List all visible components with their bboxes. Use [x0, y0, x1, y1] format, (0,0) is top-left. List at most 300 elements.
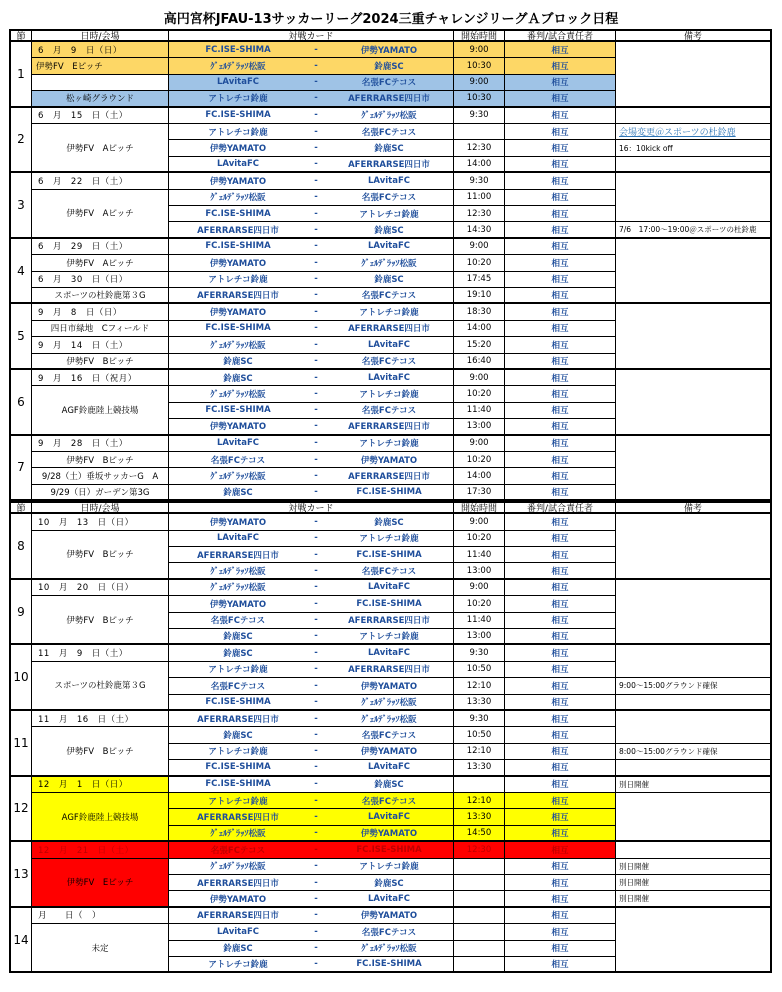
versus-dash: -: [307, 941, 325, 957]
versus-dash: -: [307, 75, 325, 91]
home-team: LAvitaFC: [169, 531, 307, 547]
kickoff-time: 12:30: [454, 206, 505, 222]
kickoff-time: 12:10: [454, 744, 505, 760]
header-card: 対戦カード: [169, 29, 454, 42]
away-team: 鈴鹿SC: [325, 514, 454, 530]
home-team: FC.ISE-SHIMA: [169, 321, 307, 337]
away-team: ｸﾞｪﾙﾃﾞﾗｯｿ松阪: [325, 255, 454, 271]
referee-cell: 相互: [505, 809, 616, 825]
home-team: 伊勢YAMATO: [169, 514, 307, 530]
note-cell: [616, 645, 772, 678]
referee-cell: 相互: [505, 645, 616, 661]
away-team: AFERRARSE四日市: [325, 157, 454, 173]
referee-cell: 相互: [505, 58, 616, 74]
date-cell: 6 月 29 日（土）: [32, 239, 169, 255]
venue-cell: 伊勢FV Eピッチ: [32, 859, 169, 908]
home-team: 鈴鹿SC: [169, 629, 307, 645]
kickoff-time: 13:00: [454, 419, 505, 435]
home-team: 伊勢YAMATO: [169, 255, 307, 271]
away-team: 鈴鹿SC: [325, 272, 454, 288]
away-team: LAvitaFC: [325, 370, 454, 386]
referee-cell: 相互: [505, 321, 616, 337]
away-team: FC.ISE-SHIMA: [325, 842, 454, 858]
note-cell: [616, 173, 772, 222]
home-team: ｸﾞｪﾙﾃﾞﾗｯｿ松阪: [169, 826, 307, 842]
home-team: アトレチコ鈴鹿: [169, 793, 307, 809]
header-sec: 節: [9, 501, 32, 514]
versus-dash: -: [307, 678, 325, 694]
header-note: 備考: [616, 501, 772, 514]
home-team: ｸﾞｪﾙﾃﾞﾗｯｿ松阪: [169, 337, 307, 353]
venue-cell: 伊勢FV Eピッチ: [32, 58, 169, 74]
kickoff-time: [454, 908, 505, 924]
note-cell: [616, 842, 772, 858]
home-team: LAvitaFC: [169, 924, 307, 940]
versus-dash: -: [307, 239, 325, 255]
versus-dash: -: [307, 744, 325, 760]
venue-cell: AGF鈴鹿陸上競技場: [32, 386, 169, 435]
referee-cell: 相互: [505, 793, 616, 809]
referee-cell: 相互: [505, 777, 616, 793]
date-cell: 6 月 22 日（土）: [32, 173, 169, 189]
home-team: 鈴鹿SC: [169, 941, 307, 957]
kickoff-time: 14:00: [454, 157, 505, 173]
referee-cell: 相互: [505, 629, 616, 645]
versus-dash: -: [307, 485, 325, 501]
kickoff-time: 9:00: [454, 370, 505, 386]
kickoff-time: 9:00: [454, 436, 505, 452]
home-team: ｸﾞｪﾙﾃﾞﾗｯｿ松阪: [169, 468, 307, 484]
referee-cell: 相互: [505, 727, 616, 743]
away-team: LAvitaFC: [325, 760, 454, 776]
note-cell: 別日開催: [616, 891, 772, 907]
venue-cell: 松ヶ崎グラウンド: [32, 91, 169, 107]
note-cell: [616, 370, 772, 436]
kickoff-time: [454, 859, 505, 875]
venue-cell: 伊勢FV Aピッチ: [32, 190, 169, 239]
venue-cell: スポーツの杜鈴鹿第３G: [32, 288, 169, 304]
versus-dash: -: [307, 108, 325, 124]
home-team: FC.ISE-SHIMA: [169, 239, 307, 255]
versus-dash: -: [307, 629, 325, 645]
versus-dash: -: [307, 760, 325, 776]
note-cell: [616, 760, 772, 776]
away-team: 伊勢YAMATO: [325, 42, 454, 58]
referee-cell: 相互: [505, 288, 616, 304]
home-team: FC.ISE-SHIMA: [169, 108, 307, 124]
header-time: 開始時間: [454, 501, 505, 514]
section-number: 9: [9, 580, 32, 646]
referee-cell: 相互: [505, 662, 616, 678]
section-number: 13: [9, 842, 32, 908]
kickoff-time: 10:20: [454, 255, 505, 271]
away-team: ｸﾞｪﾙﾃﾞﾗｯｿ松阪: [325, 711, 454, 727]
venue-cell: 伊勢FV Aピッチ: [32, 255, 169, 271]
versus-dash: -: [307, 173, 325, 189]
referee-cell: 相互: [505, 239, 616, 255]
header-note: 備考: [616, 29, 772, 42]
versus-dash: -: [307, 924, 325, 940]
kickoff-time: [454, 957, 505, 973]
versus-dash: -: [307, 321, 325, 337]
referee-cell: 相互: [505, 304, 616, 320]
kickoff-time: 10:50: [454, 727, 505, 743]
home-team: AFERRARSE四日市: [169, 222, 307, 238]
referee-cell: 相互: [505, 891, 616, 907]
versus-dash: -: [307, 514, 325, 530]
section-number: 10: [9, 645, 32, 711]
versus-dash: -: [307, 957, 325, 973]
referee-cell: 相互: [505, 272, 616, 288]
home-team: 伊勢YAMATO: [169, 419, 307, 435]
versus-dash: -: [307, 547, 325, 563]
away-team: アトレチコ鈴鹿: [325, 629, 454, 645]
date-cell: 9 月 16 日（祝月）: [32, 370, 169, 386]
referee-cell: 相互: [505, 108, 616, 124]
away-team: 名張FCテコス: [325, 403, 454, 419]
date-cell: 12 月 1 日（日）: [32, 777, 169, 793]
referee-cell: 相互: [505, 485, 616, 501]
home-team: ｸﾞｪﾙﾃﾞﾗｯｿ松阪: [169, 190, 307, 206]
referee-cell: 相互: [505, 547, 616, 563]
date-cell: 6 月 30 日（日）: [32, 272, 169, 288]
note-cell: [616, 580, 772, 646]
away-team: LAvitaFC: [325, 809, 454, 825]
versus-dash: -: [307, 695, 325, 711]
home-team: 鈴鹿SC: [169, 485, 307, 501]
versus-dash: -: [307, 436, 325, 452]
section-number: 1: [9, 42, 32, 108]
referee-cell: 相互: [505, 580, 616, 596]
versus-dash: -: [307, 842, 325, 858]
kickoff-time: 13:30: [454, 809, 505, 825]
home-team: ｸﾞｪﾙﾃﾞﾗｯｿ松阪: [169, 58, 307, 74]
away-team: アトレチコ鈴鹿: [325, 206, 454, 222]
away-team: ｸﾞｪﾙﾃﾞﾗｯｿ松阪: [325, 941, 454, 957]
away-team: FC.ISE-SHIMA: [325, 957, 454, 973]
date-cell: 月 日（ ）: [32, 908, 169, 924]
versus-dash: -: [307, 727, 325, 743]
away-team: ｸﾞｪﾙﾃﾞﾗｯｿ松阪: [325, 108, 454, 124]
header-date: 日時/会場: [32, 29, 169, 42]
kickoff-time: 9:30: [454, 108, 505, 124]
kickoff-time: 14:00: [454, 468, 505, 484]
referee-cell: 相互: [505, 744, 616, 760]
away-team: LAvitaFC: [325, 580, 454, 596]
kickoff-time: 10:20: [454, 531, 505, 547]
away-team: 名張FCテコス: [325, 288, 454, 304]
away-team: アトレチコ鈴鹿: [325, 859, 454, 875]
away-team: AFERRARSE四日市: [325, 419, 454, 435]
note-cell: [616, 436, 772, 502]
versus-dash: -: [307, 645, 325, 661]
kickoff-time: [454, 875, 505, 891]
referee-cell: 相互: [505, 370, 616, 386]
versus-dash: -: [307, 255, 325, 271]
kickoff-time: 11:40: [454, 547, 505, 563]
versus-dash: -: [307, 531, 325, 547]
away-team: 伊勢YAMATO: [325, 452, 454, 468]
away-team: 名張FCテコス: [325, 924, 454, 940]
section-number: 11: [9, 711, 32, 777]
referee-cell: 相互: [505, 452, 616, 468]
referee-cell: 相互: [505, 908, 616, 924]
section-number: 8: [9, 514, 32, 580]
versus-dash: -: [307, 370, 325, 386]
home-team: FC.ISE-SHIMA: [169, 695, 307, 711]
home-team: アトレチコ鈴鹿: [169, 744, 307, 760]
note-cell: [616, 157, 772, 173]
versus-dash: -: [307, 662, 325, 678]
venue-cell: 未定: [32, 924, 169, 973]
referee-cell: 相互: [505, 42, 616, 58]
kickoff-time: 9:00: [454, 580, 505, 596]
away-team: 名張FCテコス: [325, 124, 454, 140]
home-team: FC.ISE-SHIMA: [169, 42, 307, 58]
referee-cell: 相互: [505, 206, 616, 222]
referee-cell: 相互: [505, 842, 616, 858]
kickoff-time: 10:20: [454, 596, 505, 612]
versus-dash: -: [307, 875, 325, 891]
note-cell: [616, 793, 772, 842]
home-team: AFERRARSE四日市: [169, 547, 307, 563]
referee-cell: 相互: [505, 140, 616, 156]
note-cell: 16：10kick off: [616, 140, 772, 156]
header-ref: 番判/試合責任者: [505, 29, 616, 42]
venue-cell: 9/28（土）垂坂サッカーG A: [32, 468, 169, 484]
kickoff-time: 15:20: [454, 337, 505, 353]
referee-cell: 相互: [505, 75, 616, 91]
home-team: 伊勢YAMATO: [169, 173, 307, 189]
section-number: 7: [9, 436, 32, 502]
referee-cell: 相互: [505, 354, 616, 370]
away-team: 鈴鹿SC: [325, 58, 454, 74]
away-team: LAvitaFC: [325, 337, 454, 353]
kickoff-time: 16:40: [454, 354, 505, 370]
section-number: 5: [9, 304, 32, 370]
venue-cell: スポーツの杜鈴鹿第３G: [32, 662, 169, 711]
venue-cell: [32, 75, 169, 91]
note-cell: [616, 514, 772, 580]
note-cell: 別日開催: [616, 875, 772, 891]
away-team: 伊勢YAMATO: [325, 908, 454, 924]
date-cell: 10 月 20 日（日）: [32, 580, 169, 596]
section-number: 14: [9, 908, 32, 974]
venue-cell: 伊勢FV Aピッチ: [32, 124, 169, 173]
referee-cell: 相互: [505, 678, 616, 694]
kickoff-time: 12:10: [454, 678, 505, 694]
home-team: AFERRARSE四日市: [169, 875, 307, 891]
kickoff-time: 12:10: [454, 793, 505, 809]
home-team: 名張FCテコス: [169, 613, 307, 629]
home-team: 鈴鹿SC: [169, 645, 307, 661]
kickoff-time: 9:30: [454, 645, 505, 661]
versus-dash: -: [307, 613, 325, 629]
kickoff-time: 11:00: [454, 190, 505, 206]
away-team: FC.ISE-SHIMA: [325, 547, 454, 563]
note-cell: [616, 42, 772, 108]
referee-cell: 相互: [505, 924, 616, 940]
header-time: 開始時間: [454, 29, 505, 42]
referee-cell: 相互: [505, 386, 616, 402]
referee-cell: 相互: [505, 695, 616, 711]
referee-cell: 相互: [505, 563, 616, 579]
home-team: ｸﾞｪﾙﾃﾞﾗｯｿ松阪: [169, 580, 307, 596]
section-number: 12: [9, 777, 32, 843]
home-team: 伊勢YAMATO: [169, 596, 307, 612]
versus-dash: -: [307, 337, 325, 353]
away-team: 伊勢YAMATO: [325, 678, 454, 694]
away-team: FC.ISE-SHIMA: [325, 596, 454, 612]
versus-dash: -: [307, 908, 325, 924]
home-team: LAvitaFC: [169, 157, 307, 173]
versus-dash: -: [307, 826, 325, 842]
away-team: 伊勢YAMATO: [325, 826, 454, 842]
kickoff-time: 12:30: [454, 842, 505, 858]
home-team: アトレチコ鈴鹿: [169, 272, 307, 288]
away-team: 名張FCテコス: [325, 354, 454, 370]
versus-dash: -: [307, 859, 325, 875]
date-cell: 9 月 8 日（日）: [32, 304, 169, 320]
away-team: AFERRARSE四日市: [325, 613, 454, 629]
date-cell: 9 月 28 日（土）: [32, 436, 169, 452]
away-team: AFERRARSE四日市: [325, 321, 454, 337]
note-cell: 8:00～15:00グラウンド確保: [616, 744, 772, 760]
referee-cell: 相互: [505, 957, 616, 973]
referee-cell: 相互: [505, 222, 616, 238]
versus-dash: -: [307, 58, 325, 74]
section-number: 6: [9, 370, 32, 436]
venue-cell: 伊勢FV Bピッチ: [32, 531, 169, 580]
kickoff-time: 17:45: [454, 272, 505, 288]
versus-dash: -: [307, 580, 325, 596]
away-team: 鈴鹿SC: [325, 777, 454, 793]
away-team: アトレチコ鈴鹿: [325, 386, 454, 402]
header-date: 日時/会場: [32, 501, 169, 514]
venue-cell: 伊勢FV Bピッチ: [32, 452, 169, 468]
note-cell: 会場変更＠スポーツの杜鈴鹿: [616, 124, 772, 140]
kickoff-time: 13:00: [454, 629, 505, 645]
kickoff-time: 13:00: [454, 563, 505, 579]
versus-dash: -: [307, 386, 325, 402]
venue-cell: 伊勢FV Bピッチ: [32, 596, 169, 645]
home-team: AFERRARSE四日市: [169, 809, 307, 825]
kickoff-time: 14:00: [454, 321, 505, 337]
note-cell: [616, 695, 772, 711]
kickoff-time: 18:30: [454, 304, 505, 320]
home-team: 鈴鹿SC: [169, 370, 307, 386]
venue-cell: 四日市緑地 Cフィールド: [32, 321, 169, 337]
away-team: 鈴鹿SC: [325, 140, 454, 156]
referee-cell: 相互: [505, 613, 616, 629]
home-team: 鈴鹿SC: [169, 727, 307, 743]
referee-cell: 相互: [505, 190, 616, 206]
date-cell: 9 月 14 日（土）: [32, 337, 169, 353]
kickoff-time: 14:30: [454, 222, 505, 238]
home-team: 伊勢YAMATO: [169, 891, 307, 907]
home-team: FC.ISE-SHIMA: [169, 777, 307, 793]
home-team: LAvitaFC: [169, 436, 307, 452]
referee-cell: 相互: [505, 760, 616, 776]
note-cell: [616, 304, 772, 370]
note-cell: [616, 908, 772, 974]
home-team: LAvitaFC: [169, 75, 307, 91]
versus-dash: -: [307, 222, 325, 238]
kickoff-time: 9:30: [454, 711, 505, 727]
date-cell: 11 月 9 日（土）: [32, 645, 169, 661]
away-team: AFERRARSE四日市: [325, 468, 454, 484]
away-team: 鈴鹿SC: [325, 222, 454, 238]
kickoff-time: 9:30: [454, 173, 505, 189]
date-cell: 6 月 9 日（日）: [32, 42, 169, 58]
versus-dash: -: [307, 190, 325, 206]
section-number: 2: [9, 108, 32, 174]
referee-cell: 相互: [505, 157, 616, 173]
away-team: 名張FCテコス: [325, 793, 454, 809]
kickoff-time: [454, 941, 505, 957]
kickoff-time: 11:40: [454, 403, 505, 419]
kickoff-time: [454, 777, 505, 793]
kickoff-time: 10:30: [454, 58, 505, 74]
versus-dash: -: [307, 206, 325, 222]
venue-cell: AGF鈴鹿陸上競技場: [32, 793, 169, 842]
referee-cell: 相互: [505, 826, 616, 842]
header-sec: 節: [9, 29, 32, 42]
kickoff-time: 13:30: [454, 760, 505, 776]
away-team: FC.ISE-SHIMA: [325, 485, 454, 501]
versus-dash: -: [307, 288, 325, 304]
schedule-table: [9, 29, 772, 984]
away-team: 名張FCテコス: [325, 727, 454, 743]
referee-cell: 相互: [505, 514, 616, 530]
section-number: 3: [9, 173, 32, 239]
home-team: FC.ISE-SHIMA: [169, 403, 307, 419]
note-cell: [616, 239, 772, 305]
kickoff-time: 12:30: [454, 140, 505, 156]
kickoff-time: 17:30: [454, 485, 505, 501]
away-team: 名張FCテコス: [325, 75, 454, 91]
home-team: 鈴鹿SC: [169, 354, 307, 370]
away-team: 名張FCテコス: [325, 563, 454, 579]
away-team: アトレチコ鈴鹿: [325, 436, 454, 452]
versus-dash: -: [307, 891, 325, 907]
referee-cell: 相互: [505, 941, 616, 957]
versus-dash: -: [307, 124, 325, 140]
versus-dash: -: [307, 596, 325, 612]
kickoff-time: 13:30: [454, 695, 505, 711]
versus-dash: -: [307, 809, 325, 825]
date-cell: 10 月 13 日（日）: [32, 514, 169, 530]
date-cell: 6 月 15 日（土）: [32, 108, 169, 124]
kickoff-time: 19:10: [454, 288, 505, 304]
venue-cell: 伊勢FV Bピッチ: [32, 727, 169, 776]
referee-cell: 相互: [505, 124, 616, 140]
home-team: ｸﾞｪﾙﾃﾞﾗｯｿ松阪: [169, 386, 307, 402]
kickoff-time: 10:30: [454, 91, 505, 107]
note-cell: 別日開催: [616, 859, 772, 875]
date-cell: 12 月 21 日（土）: [32, 842, 169, 858]
referee-cell: 相互: [505, 173, 616, 189]
kickoff-time: 11:40: [454, 613, 505, 629]
versus-dash: -: [307, 419, 325, 435]
referee-cell: 相互: [505, 419, 616, 435]
home-team: アトレチコ鈴鹿: [169, 957, 307, 973]
note-cell: [616, 108, 772, 124]
referee-cell: 相互: [505, 596, 616, 612]
page-title: 高円宮杯JFAU-13サッカーリーグ2024三重チャレンジリーグＡブロック日程: [163, 12, 619, 27]
away-team: ｸﾞｪﾙﾃﾞﾗｯｿ松阪: [325, 695, 454, 711]
away-team: LAvitaFC: [325, 173, 454, 189]
